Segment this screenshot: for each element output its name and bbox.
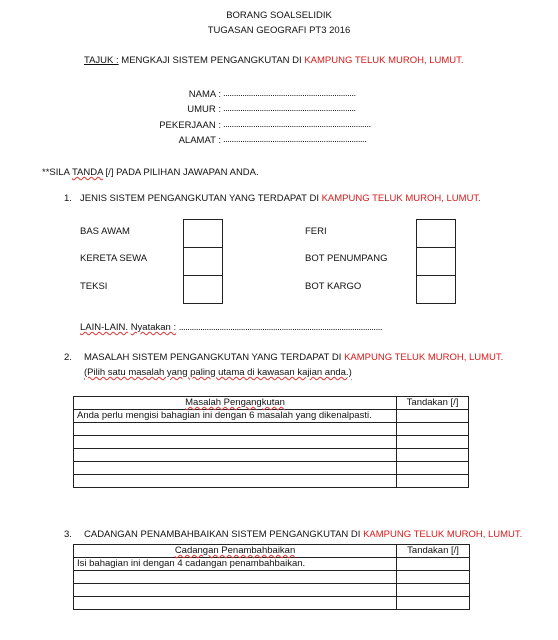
q2-number: 2. xyxy=(64,352,72,363)
q2-table-header xyxy=(74,397,469,410)
table-row xyxy=(74,571,470,584)
instruction xyxy=(42,167,259,178)
q2-row-1-text[interactable]: Anda perlu mengisi bahagian ini dengan 6 masalah yang dikenalpasti. xyxy=(74,410,397,423)
topic-label: TAJUK : xyxy=(84,55,119,66)
q1-checkbox-feri[interactable] xyxy=(416,219,456,248)
q3-row-2-text[interactable] xyxy=(74,571,397,584)
table-row xyxy=(74,475,469,488)
q2-row-3-tick[interactable] xyxy=(397,436,469,449)
q1-option-bas-awam: BAS AWAM xyxy=(80,226,130,237)
q3-text: CADANGAN PENAMBAHBAIKAN SISTEM PENGANGKUTAN DI xyxy=(84,529,364,540)
q1-other-label2: Nyatakan : xyxy=(130,322,177,333)
q1-option-teksi: TEKSI xyxy=(80,281,108,292)
q1-other-field[interactable]: ............................................................................................... xyxy=(178,322,382,333)
q1-checkbox-bot-kargo[interactable] xyxy=(416,275,456,304)
q1-other-label: LAIN-LAIN. xyxy=(80,322,129,333)
q2-row-5-text[interactable] xyxy=(74,462,397,475)
q3-row-3-text[interactable] xyxy=(74,584,397,597)
q3-col-cadangan xyxy=(74,545,397,558)
form-subtitle: TUGASAN GEOGRAFI PT3 2016 xyxy=(207,25,351,36)
q2-note xyxy=(84,367,352,378)
table-row xyxy=(74,410,469,423)
q1-question xyxy=(80,193,481,204)
umur-label: UMUR : xyxy=(187,104,221,115)
table-row xyxy=(74,597,470,610)
q2-row-3-text[interactable] xyxy=(74,436,397,449)
topic-place: KAMPUNG TELUK MUROH, LUMUT. xyxy=(304,55,464,66)
instruction-prefix: **SILA xyxy=(42,167,72,178)
q1-checkbox-kereta-sewa[interactable] xyxy=(183,247,223,276)
q2-text: MASALAH SISTEM PENGANGKUTAN YANG TERDAPAT DI xyxy=(84,352,345,363)
q1-option-kereta-sewa: KERETA SEWA xyxy=(80,253,148,264)
instruction-tanda: TANDA xyxy=(71,167,103,178)
umur-field[interactable]: .............................................................. xyxy=(223,103,356,114)
q1-checkbox-teksi[interactable] xyxy=(183,275,223,304)
q3-question xyxy=(84,529,522,540)
q1-option-bot-kargo: BOT KARGO xyxy=(305,281,362,292)
q3-table xyxy=(73,544,470,610)
q3-row-2-tick[interactable] xyxy=(397,571,470,584)
nama-label: NAMA : xyxy=(188,89,221,100)
q1-place: KAMPUNG TELUK MUROH, LUMUT. xyxy=(321,193,481,204)
pekerjaan-field[interactable]: ..................................................................... xyxy=(223,119,371,130)
q2-row-4-tick[interactable] xyxy=(397,449,469,462)
pekerjaan-label: PEKERJAAN : xyxy=(159,120,221,131)
q2-row-2-text[interactable] xyxy=(74,423,397,436)
q3-col-tandakan: Tandakan [/] xyxy=(397,545,470,558)
table-row xyxy=(74,558,470,571)
instruction-suffix: [/] PADA PILIHAN JAWAPAN ANDA. xyxy=(102,167,259,178)
q1-option-feri: FERI xyxy=(305,226,327,237)
q1-checkbox-bas-awam[interactable] xyxy=(183,219,223,248)
q3-row-3-tick[interactable] xyxy=(397,584,470,597)
q3-row-1-text[interactable]: Isi bahagian ini dengan 4 cadangan penambahbaikan. xyxy=(74,558,397,571)
q1-option-bot-penumpang: BOT PENUMPANG xyxy=(305,253,388,264)
q3-col-cadangan-text: Cadangan Penambahbaikan xyxy=(174,545,296,556)
q2-row-2-tick[interactable] xyxy=(397,423,469,436)
topic-line xyxy=(84,55,464,66)
q2-place: KAMPUNG TELUK MUROH, LUMUT. xyxy=(344,352,504,363)
alamat-label: ALAMAT : xyxy=(178,135,221,146)
table-row xyxy=(74,423,469,436)
q2-col-masalah xyxy=(74,397,397,410)
q3-number: 3. xyxy=(64,529,72,540)
q2-table xyxy=(73,396,469,488)
q2-question xyxy=(84,352,503,363)
table-row xyxy=(74,436,469,449)
q2-note-text: (Pilih satu masalah yang paling utama di kawasan kajian anda.) xyxy=(84,367,352,378)
q2-col-masalah-text: Masalah Pengangkutan xyxy=(185,397,285,408)
q3-row-4-tick[interactable] xyxy=(397,597,470,610)
q2-row-6-text[interactable] xyxy=(74,475,397,488)
q2-row-6-tick[interactable] xyxy=(397,475,469,488)
q2-row-1-tick[interactable] xyxy=(397,410,469,423)
q2-row-5-tick[interactable] xyxy=(397,462,469,475)
alamat-field[interactable]: ................................................................... xyxy=(223,134,367,145)
q3-row-4-text[interactable] xyxy=(74,597,397,610)
table-row xyxy=(74,462,469,475)
q2-row-4-text[interactable] xyxy=(74,449,397,462)
form-title: BORANG SOALSELIDIK xyxy=(226,10,332,21)
q2-col-tandakan: Tandakan [/] xyxy=(397,397,469,410)
q1-number: 1. xyxy=(64,193,72,204)
topic-text: MENGKAJI SISTEM PENGANGKUTAN DI xyxy=(118,55,305,66)
q3-place: KAMPUNG TELUK MUROH, LUMUT. xyxy=(363,529,523,540)
nama-field[interactable]: .............................................................. xyxy=(223,88,356,99)
table-row xyxy=(74,449,469,462)
table-row xyxy=(74,584,470,597)
q1-text: JENIS SISTEM PENGANGKUTAN YANG TERDAPAT DI xyxy=(80,193,322,204)
q3-table-header xyxy=(74,545,470,558)
q1-other-line xyxy=(80,322,382,333)
q3-row-1-tick[interactable] xyxy=(397,558,470,571)
q1-checkbox-bot-penumpang[interactable] xyxy=(416,247,456,276)
